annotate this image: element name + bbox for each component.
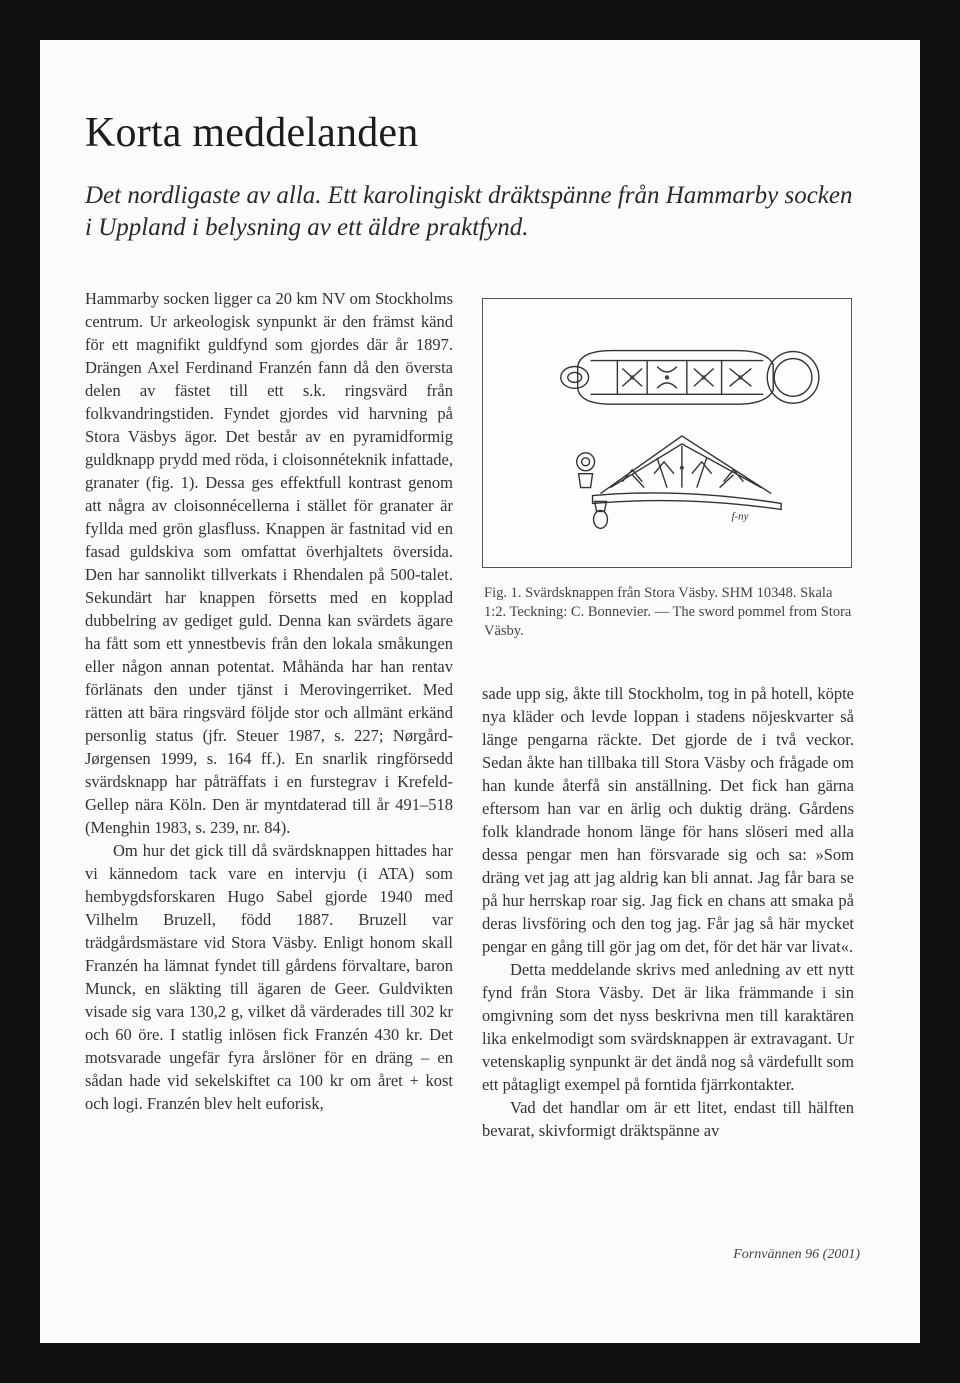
figure-sword-pommel [482, 298, 852, 568]
article-title: Det nordligaste av alla. Ett karolingiskt dräktspänne från Hammarby socken i Uppland i belysning av ett äldre praktfynd. [85, 182, 853, 241]
journal-footer: Fornvännen 96 (2001) [733, 1247, 860, 1262]
right-column [482, 682, 854, 1142]
sword-pommel-drawing [483, 299, 851, 567]
paragraph: Hammarby socken ligger ca 20 km NV om Stockholms centrum. Ur arkeologisk synpunkt är den främst känd för ett magnifikt guldfynd som gjordes där år 1897. Drängen Axel Ferdinand Franzén fann då den översta delen av fästet till ett s.k. ringsvärd från folkvandringstiden. Fyndet gjordes vid harvning på Stora Väsbys ägor. Det består av en pyramidformig guldknapp prydd med röda, i cloisonnéteknik infattade, granater (fig. 1). Dessa ges effektfull kontrast genom att några av cloisonnécellerna i stället för granater är fyllda med grön glasfluss. Knappen är fastnitad vid en fasad guldskiva som omfattat överhjaltets översida. Den har sannolikt tillverkats i Rhendalen på 500-talet. Sekundärt har knappen försetts med en kopplad dubbelring av gediget guld. Denna kan svärdets ägare ha fått som ett ynnestbevis från den lokala småkungen eller någon annan potentat. Måhända har han rentav förlänats den under tjänst i Merovingerriket. Med rätten att bära ringsvärd följde stor och allmänt erkänd personlig status (jfr. Steuer 1987, s. 227; Nørgård-Jørgensen 1999, s. 164 ff.). En snarlik ringförsedd svärdsknapp har påträffats i en furstegrav i Krefeld-Gellep nära Köln. Den är myntdaterad till år 491–518 (Menghin 1983, s. 239, nr. 84). [85, 289, 453, 837]
left-column [85, 287, 453, 1115]
paragraph: Detta meddelande skrivs med anledning av ett nytt fynd från Stora Väsby. Det är lika främmande i sin omgivning som det nyss beskrivna men till karaktären lika enkelmodigt som svärdsknappen är extravagant. Ur vetenskaplig synpunkt är det ändå nog så värdefullt som ett påtagligt exempel på forntida fjärrkontakter. [482, 960, 854, 1094]
section-title: Korta meddelanden [85, 110, 419, 156]
paragraph: Vad det handlar om är ett litet, endast till hälften bevarat, skivformigt dräktspänne av [482, 1098, 854, 1140]
paragraph: sade upp sig, åkte till Stockholm, tog in på hotell, köpte nya kläder och levde loppan i stadens nöjeskvarter så länge pengarna räckte. Det gjorde de i två veckor. Sedan åkte han tillbaka till Stora Väsby och frågade om han kunde återfå sin anställning. Det fick han gärna eftersom han var en ärlig och duktig dräng. Gårdens folk klandrade honom länge för hans slöseri med alla dessa pengar men han försvarade sig och sa: »Som dräng vet jag att jag aldrig kan bli annat. Jag får bara se på hur herrskap roar sig. Jag fick en chans att smaka på deras livsföring och den tog jag. Får jag så här mycket pengar en gång till gör jag om det, för det här var livat«. [482, 684, 854, 956]
paragraph: Om hur det gick till då svärdsknappen hittades har vi kännedom tack vare en intervju (i ATA) som hembygdsforskaren Hugo Sabel gjorde 1940 med Vilhelm Bruzell, född 1887. Bruzell var trädgårdsmästare vid Stora Väsby. Enligt honom skall Franzén ha lämnat fyndet till gårdens förvaltare, baron Munck, en släkting till ägaren de Geer. Guldvikten visade sig vara 130,2 g, vilket då värderades till 302 kr och 60 öre. I statlig inlösen fick Franzén 430 kr. Det motsvarade ungefär fyra årslöner för en dräng – en sådan hade vid sekelskiftet ca 100 kr om året + kost och logi. Franzén blev helt euforisk, [85, 841, 453, 1113]
figure-caption: Fig. 1. Svärdsknappen från Stora Väsby. SHM 10348. Skala 1:2. Teckning: C. Bonnevier. — The sword pommel from Stora Väsby. [484, 585, 852, 639]
illustrator-signature: f-ny [731, 510, 749, 523]
